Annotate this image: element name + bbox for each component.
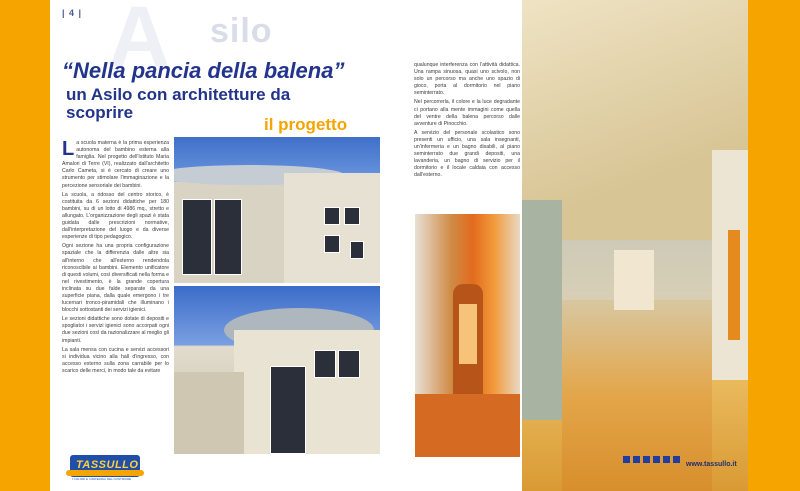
square xyxy=(653,456,660,463)
photo-orange-corridor xyxy=(415,214,520,457)
window xyxy=(214,199,242,275)
window xyxy=(182,199,212,275)
corridor-floor xyxy=(415,394,520,457)
logo-text: TASSULLO xyxy=(76,459,139,471)
article-title: “Nella pancia della balena” xyxy=(62,58,345,83)
paragraph: a scuola materna è la prima esperienza autonoma del bambino esterna alla famiglia. Nel progetto dell'Istituto Maria Amalori di Terre (VI), realizzato dall'architetto Carlo Cameta, si è cercato di creare uno strumento per stimolare l'immaginazione e la percezione sensoriale dei bambini. xyxy=(62,140,169,189)
article-column-1 xyxy=(62,140,169,465)
window xyxy=(270,366,306,454)
page-number: | 4 | xyxy=(62,8,83,18)
logo-tagline: I COLORI E I MATERIALI DEL COSTRUIRE xyxy=(72,477,132,481)
drop-cap: L xyxy=(62,140,75,160)
photo-building-curved-roof xyxy=(174,286,380,454)
orange-panel xyxy=(728,230,740,340)
window xyxy=(324,235,340,253)
building-wall xyxy=(174,372,244,454)
far-opening xyxy=(614,250,654,310)
watermark-word: silo xyxy=(210,12,273,50)
square xyxy=(663,456,670,463)
window xyxy=(324,207,340,225)
window xyxy=(350,241,364,259)
window xyxy=(338,350,360,378)
corridor-light xyxy=(459,304,477,364)
website-url: www.tassullo.it xyxy=(686,461,737,468)
left-page xyxy=(50,0,522,491)
left-wall xyxy=(522,200,562,420)
paragraph: Le sezioni didattiche sono dotate di depositi e spogliatoi i servizi igienici sono accorpati ogni due sezioni così da razionalizzare al meglio gli impianti. xyxy=(62,316,169,344)
paragraph: A servizio del personale scolastico sono presenti un ufficio, una sala insegnanti, un'infermeria e un bagno disabili, al piano seminterrato due grandi depositi, una lavanderia, un bagno di servizio per il dormitorio e il locale caldaia con accesso dall'esterno. xyxy=(414,129,520,179)
paragraph: La scuola, a ridosso del centro storico, è costituita da 6 sezioni didattiche per 180 bambini, su di un lotto di 4986 mq., stretto e allungato. L'organizzazione degli spazi è stata guidata dalle prescrizioni normative, dall'interpretazione del luogo e da diverse esperienze di tipo pedagogico. xyxy=(62,191,169,241)
decorative-squares xyxy=(623,456,683,464)
section-heading: il progetto xyxy=(264,115,348,134)
building-wall xyxy=(234,330,380,454)
square xyxy=(633,456,640,463)
square xyxy=(623,456,630,463)
window xyxy=(314,350,336,378)
article-subtitle: un Asilo con architetture da scoprire xyxy=(66,85,291,122)
paragraph: Ogni sezione ha una propria configurazione spaziale che la differenzia dalle altre sia all'interno che all'esterno rendendola riconoscibile ai bambini. Elemento unificatore di questi volumi, così diversificati nella forma e nel rivestimento, è la grande copertura inclinata su due falde separate da una superficie piana, dalla quale emergono i tre lucernari tronco-piramidali che illuminano i blocchi sottostanti dei servizi igienici. xyxy=(62,243,169,314)
photo-building-entrance xyxy=(174,137,380,283)
tassullo-logo xyxy=(70,455,140,481)
building-wall xyxy=(284,173,380,283)
square xyxy=(643,456,650,463)
square xyxy=(673,456,680,463)
window xyxy=(344,207,360,225)
photo-interior-hallway xyxy=(522,0,748,491)
watermark-letter: A xyxy=(108,0,169,85)
paragraph: qualunque interferenza con l'attività didattica. Una rampa sinuosa, quasi uno scivolo, non solo un percorso ma anche uno spazio di gioco, porta al dormitorio nel piano seminterrato. xyxy=(414,62,520,97)
paragraph: Nel percorrerla, il colore e la luce degradante ci portano alla mente immagini come quella del ventre della balena percorso dalle avventure di Pinocchio. xyxy=(414,99,520,127)
right-page xyxy=(522,0,748,491)
paragraph: La sala mensa con cucina e servizi accessori si individua vicino alla hall d'ingresso, con accesso esterno sulla zona carrabile per lo scarico delle merci, in modo tale da evitare xyxy=(62,346,169,374)
